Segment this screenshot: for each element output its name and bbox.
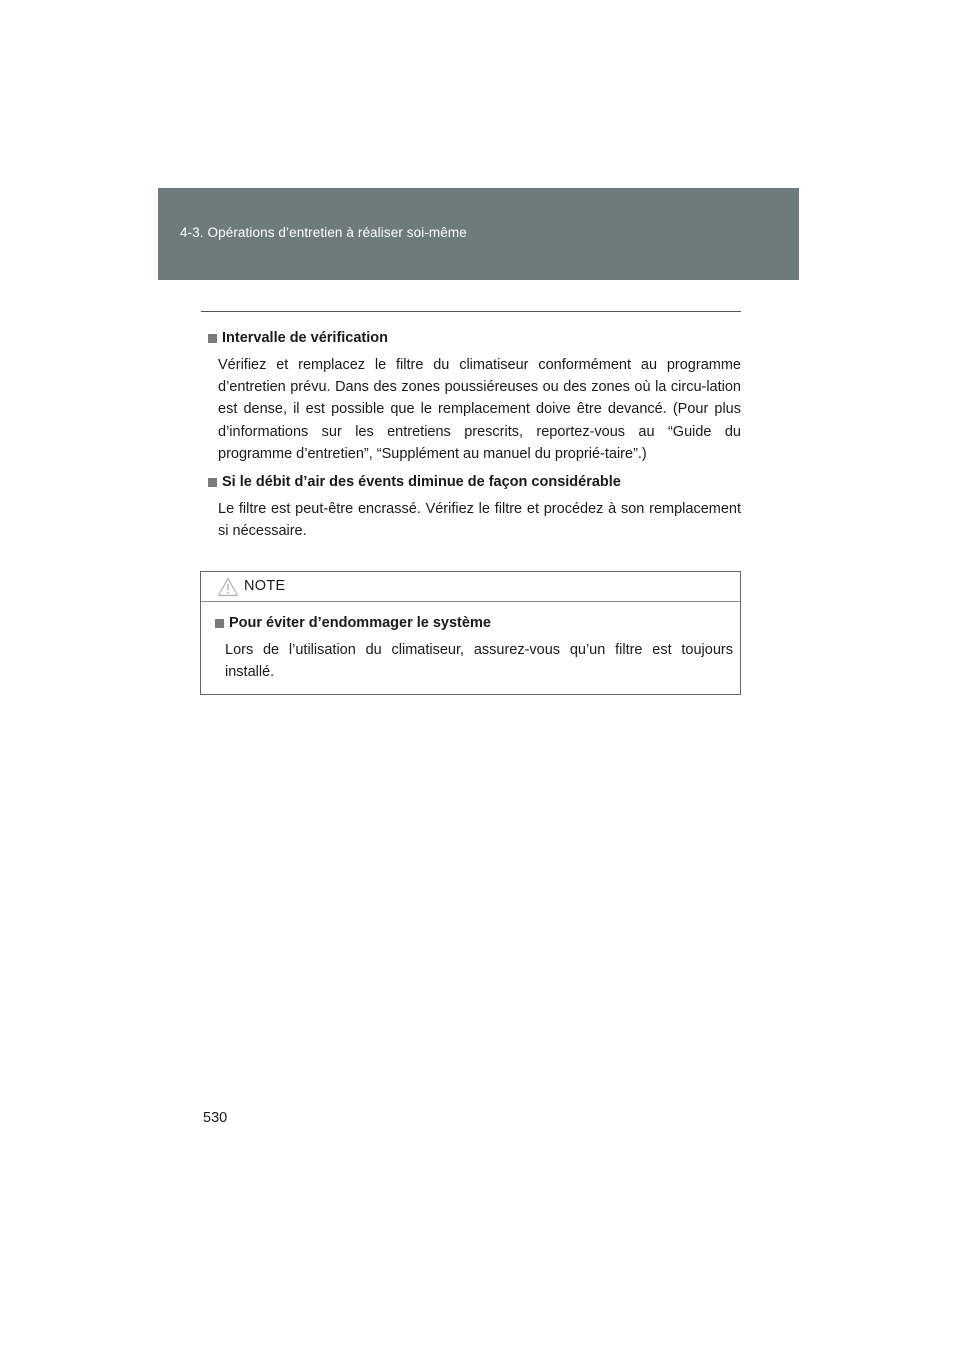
note-title: NOTE: [244, 578, 286, 594]
note-content: [201, 602, 740, 683]
section-body: Vérifiez et remplacez le filtre du climatiseur conformément au programme d’entretien prévu. Dans des zones poussiéreuses ou des zones où la circu-lation est dense, il est possible que le remplacement doive être devancé. (Pour plus d’informations sur les entretiens prescrits, reportez-vous au “Guide du programme d’entretien”, “Supplément au manuel du proprié-taire”.): [218, 357, 741, 462]
section-divider: [201, 311, 741, 312]
page-number: 530: [203, 1110, 228, 1126]
section-heading: [208, 471, 741, 493]
section-heading-text: Intervalle de vérification: [222, 330, 389, 346]
square-bullet-icon: [208, 478, 217, 487]
note-heading-text: Pour éviter d’endommager le système: [229, 615, 491, 631]
section-heading: [208, 327, 741, 349]
note-header: [201, 572, 740, 602]
chapter-header-band: [158, 188, 799, 280]
section-heading-text: Si le débit d’air des évents diminue de façon considérable: [222, 474, 621, 491]
note-box: [200, 571, 741, 695]
main-content: [201, 327, 741, 542]
note-body: Lors de l’utilisation du climatiseur, assurez-vous qu’un filtre est toujours installé.: [225, 642, 733, 681]
section-check-interval: [201, 327, 741, 465]
warning-triangle-icon: [217, 577, 239, 597]
note-heading: [215, 612, 733, 634]
section-airflow-decrease: [201, 471, 741, 542]
square-bullet-icon: [215, 619, 224, 628]
section-body: Le filtre est peut-être encrassé. Vérifiez le filtre et procédez à son remplacement si nécessaire.: [218, 501, 741, 540]
chapter-title: 4-3. Opérations d’entretien à réaliser soi-même: [180, 225, 467, 240]
square-bullet-icon: [208, 334, 217, 343]
